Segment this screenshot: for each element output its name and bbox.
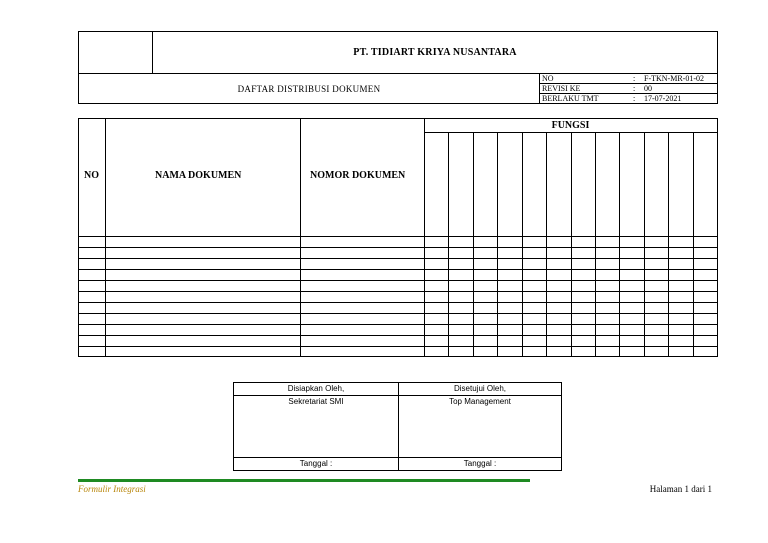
meta-key: NO [542, 74, 554, 83]
meta-key: BERLAKU TMT [542, 94, 599, 103]
fungsi-subcolumn-divider [619, 132, 620, 356]
page-number: Halaman 1 dari 1 [649, 484, 712, 494]
prepared-date-label: Tanggal : [299, 459, 333, 468]
meta-value: 17-07-2021 [644, 94, 682, 103]
column-divider [105, 119, 106, 356]
column-header-nama-dokumen: NAMA DOKUMEN [155, 170, 242, 181]
fungsi-subcolumn-divider [497, 132, 498, 356]
meta-colon: : [633, 84, 636, 93]
document-meta [539, 74, 717, 103]
table-row-divider [79, 302, 717, 303]
fungsi-header-divider [424, 132, 717, 133]
meta-colon: : [633, 94, 636, 103]
table-row-divider [79, 258, 717, 259]
column-header-fungsi: FUNGSI [551, 120, 590, 131]
column-header-no: NO [84, 170, 99, 181]
prepared-by-label: Disiapkan Oleh, [287, 384, 345, 393]
table-row-divider [79, 280, 717, 281]
table-row-divider [79, 236, 717, 237]
column-divider [300, 119, 301, 356]
company-name: PT. TIDIART KRIYA NUSANTARA [353, 47, 517, 58]
column-header-nomor-dokumen: NOMOR DOKUMEN [310, 170, 406, 181]
signature-box [233, 382, 562, 471]
fungsi-subcolumn-divider [546, 132, 547, 356]
fungsi-subcolumn-divider [595, 132, 596, 356]
meta-value: 00 [644, 84, 652, 93]
fungsi-subcolumn-divider [473, 132, 474, 356]
fungsi-subcolumn-divider [693, 132, 694, 356]
table-row-divider [79, 247, 717, 248]
prepared-by-role: Sekretariat SMI [288, 397, 344, 406]
approved-by-label: Disetujui Oleh, [453, 384, 507, 393]
approved-by-role: Top Management [449, 397, 511, 406]
column-divider [424, 119, 425, 356]
table-row-divider [79, 324, 717, 325]
fungsi-subcolumn-divider [571, 132, 572, 356]
distribution-table [78, 118, 718, 357]
fungsi-subcolumn-divider [522, 132, 523, 356]
logo-cell [79, 32, 153, 73]
meta-row-no [540, 74, 717, 84]
fungsi-subcolumn-divider [448, 132, 449, 356]
table-row-divider [79, 335, 717, 336]
form-label: Formulir Integrasi [78, 484, 146, 494]
table-row-divider [79, 346, 717, 347]
fungsi-subcolumn-divider [668, 132, 669, 356]
meta-value: F-TKN-MR-01-02 [644, 74, 704, 83]
document-title: DAFTAR DISTRIBUSI DOKUMEN [237, 84, 381, 94]
meta-row-berlaku [540, 94, 717, 104]
table-row-divider [79, 291, 717, 292]
document-header [78, 31, 718, 104]
fungsi-subcolumn-divider [644, 132, 645, 356]
meta-key: REVISI KE [542, 84, 581, 93]
meta-row-revisi [540, 84, 717, 94]
footer-rule [78, 479, 530, 482]
meta-colon: : [633, 74, 636, 83]
table-row-divider [79, 313, 717, 314]
approved-date-label: Tanggal : [463, 459, 497, 468]
table-row-divider [79, 269, 717, 270]
